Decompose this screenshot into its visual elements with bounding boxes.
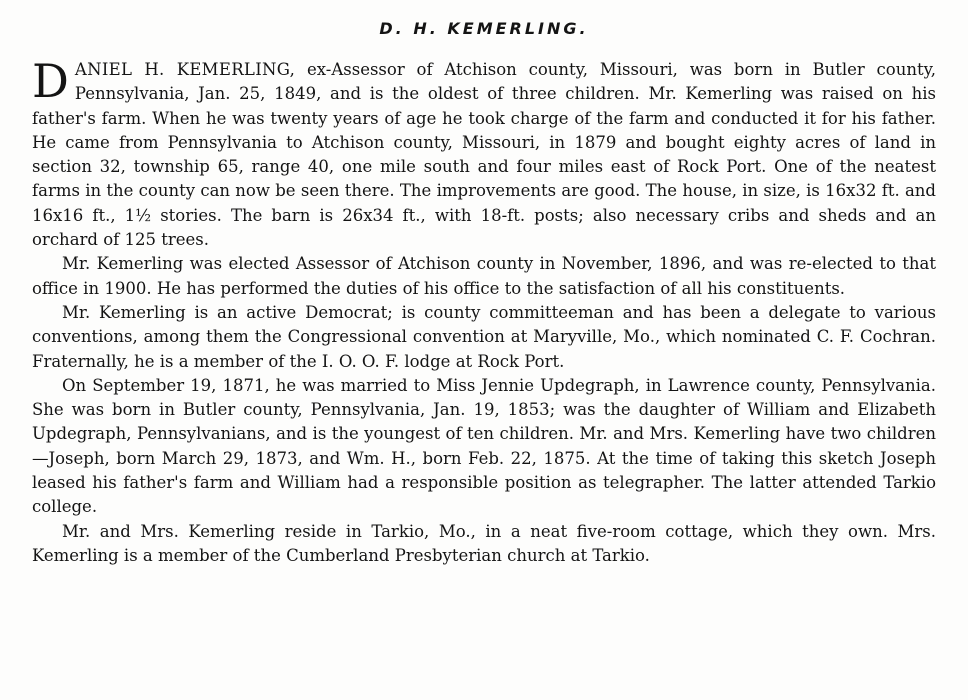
paragraph-1-lead: ANIEL H. KEMERLING,: [74, 60, 296, 79]
page-title: D. H. KEMERLING.: [379, 19, 589, 38]
paragraph-3: Mr. Kemerling is an active Democrat; is county committeeman and has been a delegate to various conventions, among them the Congressional convention at Maryville, Mo., which nominated C. F. Cochran. Fraternally, he is a member of the I. O. O. F. lodge at Rock Port.: [32, 302, 936, 371]
biography-body: [32, 54, 936, 568]
paragraph-1-text: ex-Assessor of Atchison county, Missouri, was born in Butler county, Pennsylvania, Jan. 25, 1849, and is the oldest of three children. Mr. Kemerling was raised on his father's farm. When he was twenty years of age he took charge of the farm and conducted it for his father. He came from Pennsylvania to Atchison county, Missouri, in 1879 and bought eighty acres of land in section 32, township 65, range 40, one mile south and four miles east of Rock Port. One of the neatest farms in the county can now be seen there. The improvements are good. The house, in size, is 16x32 ft. and 16x16 ft., 1½ stories. The barn is 26x34 ft., with 18-ft. posts; also necessary cribs and sheds and an orchard of 125 trees.: [32, 60, 936, 250]
paragraph-2: Mr. Kemerling was elected Assessor of Atchison county in November, 1896, and was re-elected to that office in 1900. He has performed the duties of his office to the satisfaction of all his constituents.: [32, 254, 936, 298]
paragraph-5: Mr. and Mrs. Kemerling reside in Tarkio, Mo., in a neat five-room cottage, which they own. Mrs. Kemerling is a member of the Cumberland Presbyterian church at Tarkio.: [32, 521, 936, 565]
paragraph-4: On September 19, 1871, he was married to Miss Jennie Updegraph, in Lawrence county, Pennsylvania. She was born in Butler county, Pennsylvania, Jan. 19, 1853; was the daughter of William and Elizabeth Updegraph, Pennsylvanians, and is the youngest of ten children. Mr. and Mrs. Kemerling have two children—Joseph, born March 29, 1873, and Wm. H., born Feb. 22, 1875. At the time of taking this sketch Joseph leased his father's farm and William had a responsible position as telegrapher. The latter attended Tarkio college.: [32, 375, 936, 517]
drop-cap: D: [32, 54, 69, 108]
paragraph-1: [32, 54, 936, 252]
